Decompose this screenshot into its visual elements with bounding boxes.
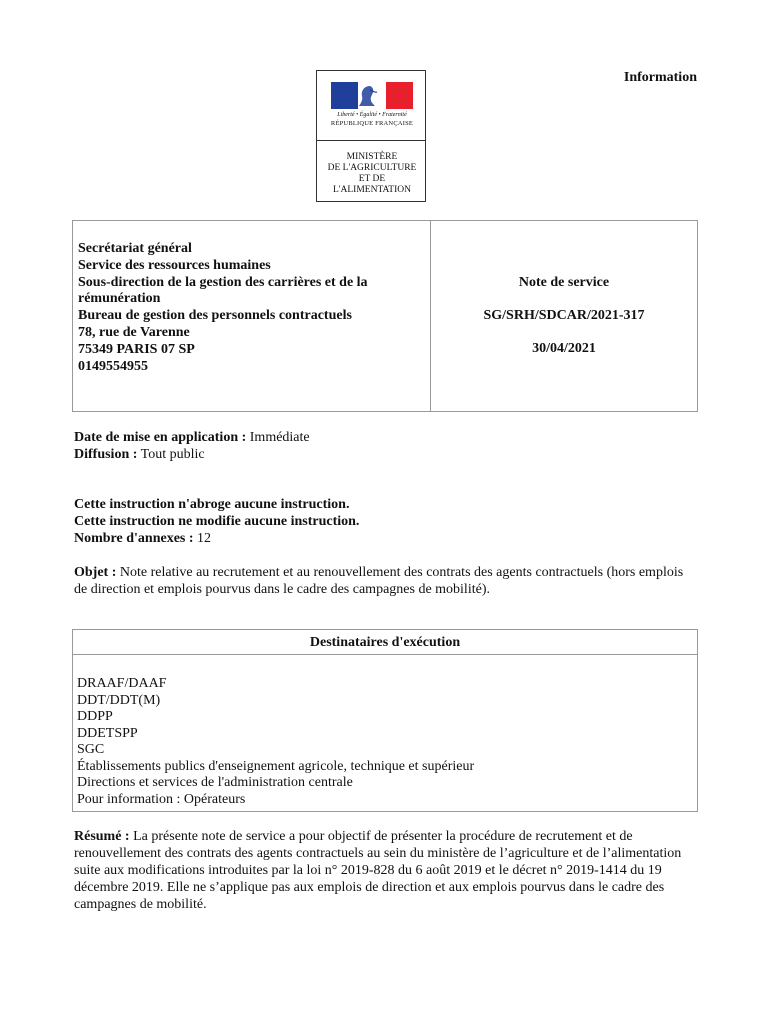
note-date: 30/04/2021 <box>532 340 596 356</box>
note-type: Note de service <box>518 275 610 290</box>
republic-motto: Liberté • Égalité • Fraternité <box>337 112 407 118</box>
abrogation-statement: Cette instruction n'abroge aucune instruction. <box>74 497 350 512</box>
destinataires-list <box>77 676 474 808</box>
application-date: Date de mise en application : Immédiate <box>74 430 310 445</box>
list-item: SGC <box>77 742 105 757</box>
list-item: Directions et services de l'administration centrale <box>77 775 353 790</box>
list-item: DDPP <box>77 709 113 724</box>
list-item: Pour information : Opérateurs <box>77 791 246 807</box>
list-item: DDT/DDT(M) <box>77 692 161 708</box>
destinataires-table <box>72 629 698 812</box>
objet-paragraph: Objet : Note relative au recrutement et au renouvellement des contrats des agents contractuels (hors emplois de direction et emplois pourvus dans le cadre des campagnes de mobilité). <box>74 565 684 597</box>
annexes-count: Nombre d'annexes : 12 <box>74 531 212 546</box>
ministry-logo <box>316 70 426 202</box>
destinataires-title: Destinataires d'exécution <box>73 630 697 655</box>
republic-name: RÉPUBLIQUE FRANÇAISE <box>330 120 414 127</box>
list-item: Établissements publics d'enseignement agricole, technique et supérieur <box>77 758 475 774</box>
list-item: DRAAF/DAAF <box>77 676 167 691</box>
list-item: DDETSPP <box>77 725 138 741</box>
modification-statement: Cette instruction ne modifie aucune instruction. <box>74 514 360 529</box>
ministry-name: MINISTÈRE DE L'AGRICULTURE ET DE L'ALIMENTATION <box>327 152 417 195</box>
diffusion: Diffusion : Tout public <box>74 447 205 462</box>
resume-paragraph: Résumé : La présente note de service a pour objectif de présenter la procédure de recrutement et de renouvellement des contrats des agents contractuels au sein du ministère de l’agriculture et de l’alimentation suite aux modifications introduites par la loi n° 2019-828 du 6 août 2019 et le décret n° 2019-1414 du 19 décembre 2019. Elle ne s’applique pas aux emplois de direction et aux emplois pourvus dans le cadre des campagnes de mobilité. <box>74 829 682 912</box>
note-reference <box>431 275 697 373</box>
marianne-icon <box>355 84 379 108</box>
document-category: Information <box>623 70 697 85</box>
reference-number: SG/SRH/SDCAR/2021-317 <box>483 307 645 323</box>
header-table <box>72 220 698 412</box>
sender-address: Secrétariat général Service des ressources humaines Sous-direction de la gestion des carrières et de la rémunération Bureau de gestion des personnels contractuels 78, rue de Varenne 75349 PARIS 07 SP 0149554955 <box>78 241 368 374</box>
